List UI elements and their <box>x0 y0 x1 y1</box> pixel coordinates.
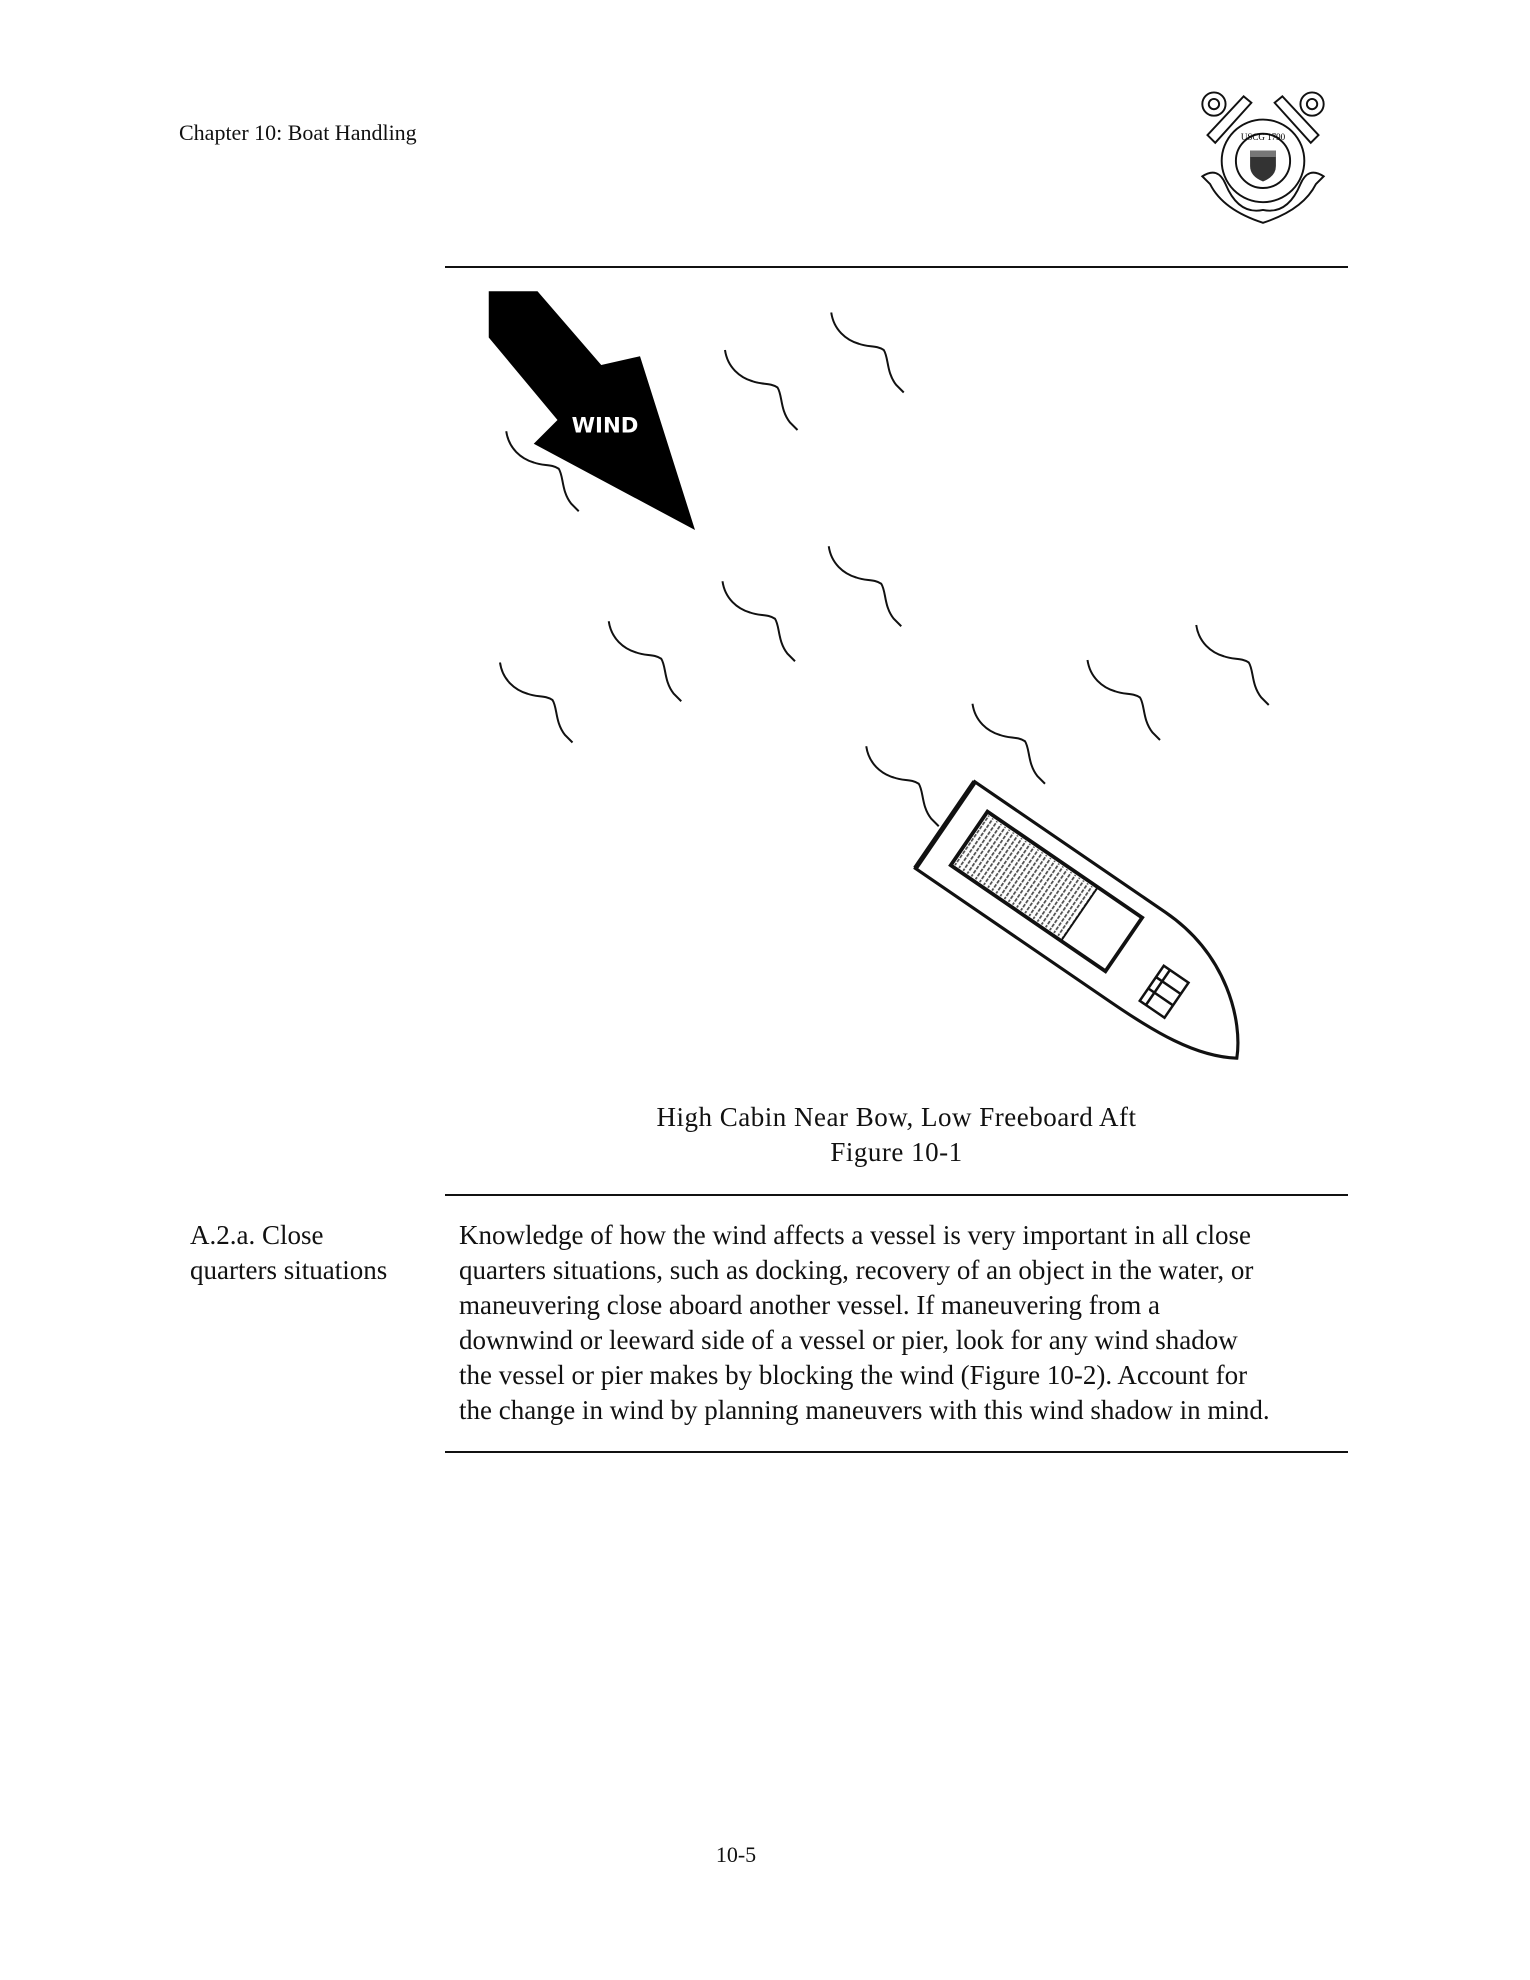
wind-arrow-icon <box>489 291 695 530</box>
section-top-rule <box>445 1194 1348 1196</box>
wave <box>1196 625 1269 705</box>
figure-caption-title: High Cabin Near Bow, Low Freeboard Aft <box>656 1102 1137 1132</box>
body-line: maneuvering close aboard another vessel. If maneuvering from a <box>459 1290 1160 1320</box>
chapter-header: Chapter 10: Boat Handling <box>179 120 417 145</box>
wave <box>725 350 798 430</box>
body-line: Knowledge of how the wind affects a vessel is very important in all close <box>459 1220 1252 1250</box>
section-side-label <box>190 1218 387 1288</box>
wave <box>866 746 939 826</box>
side-label-line: A.2.a. Close <box>190 1220 324 1250</box>
wave <box>609 621 682 701</box>
side-label-line: quarters situations <box>190 1255 388 1285</box>
page-number: 10-5 <box>715 1842 757 1867</box>
wave <box>973 704 1046 784</box>
section-bottom-rule <box>445 1451 1348 1453</box>
svg-text:USCG 1790: USCG 1790 <box>1240 132 1286 143</box>
section-body-paragraph <box>459 1218 1359 1428</box>
body-line: the change in wind by planning maneuvers with this wind shadow in mind. <box>459 1395 1270 1425</box>
body-line: quarters situations, such as docking, recovery of an object in the water, or <box>459 1255 1254 1285</box>
body-line: downwind or leeward side of a vessel or pier, look for any wind shadow <box>459 1325 1238 1355</box>
boat-icon <box>915 782 1282 1079</box>
wind-label: WIND <box>571 413 639 439</box>
wave <box>829 546 902 626</box>
figure-caption-number: Figure 10-1 <box>830 1137 963 1167</box>
wave <box>1088 660 1161 740</box>
wave <box>831 313 904 393</box>
body-line: the vessel or pier makes by blocking the wind (Figure 10-2). Account for <box>459 1360 1248 1390</box>
wave <box>500 663 573 743</box>
wave <box>723 581 796 661</box>
